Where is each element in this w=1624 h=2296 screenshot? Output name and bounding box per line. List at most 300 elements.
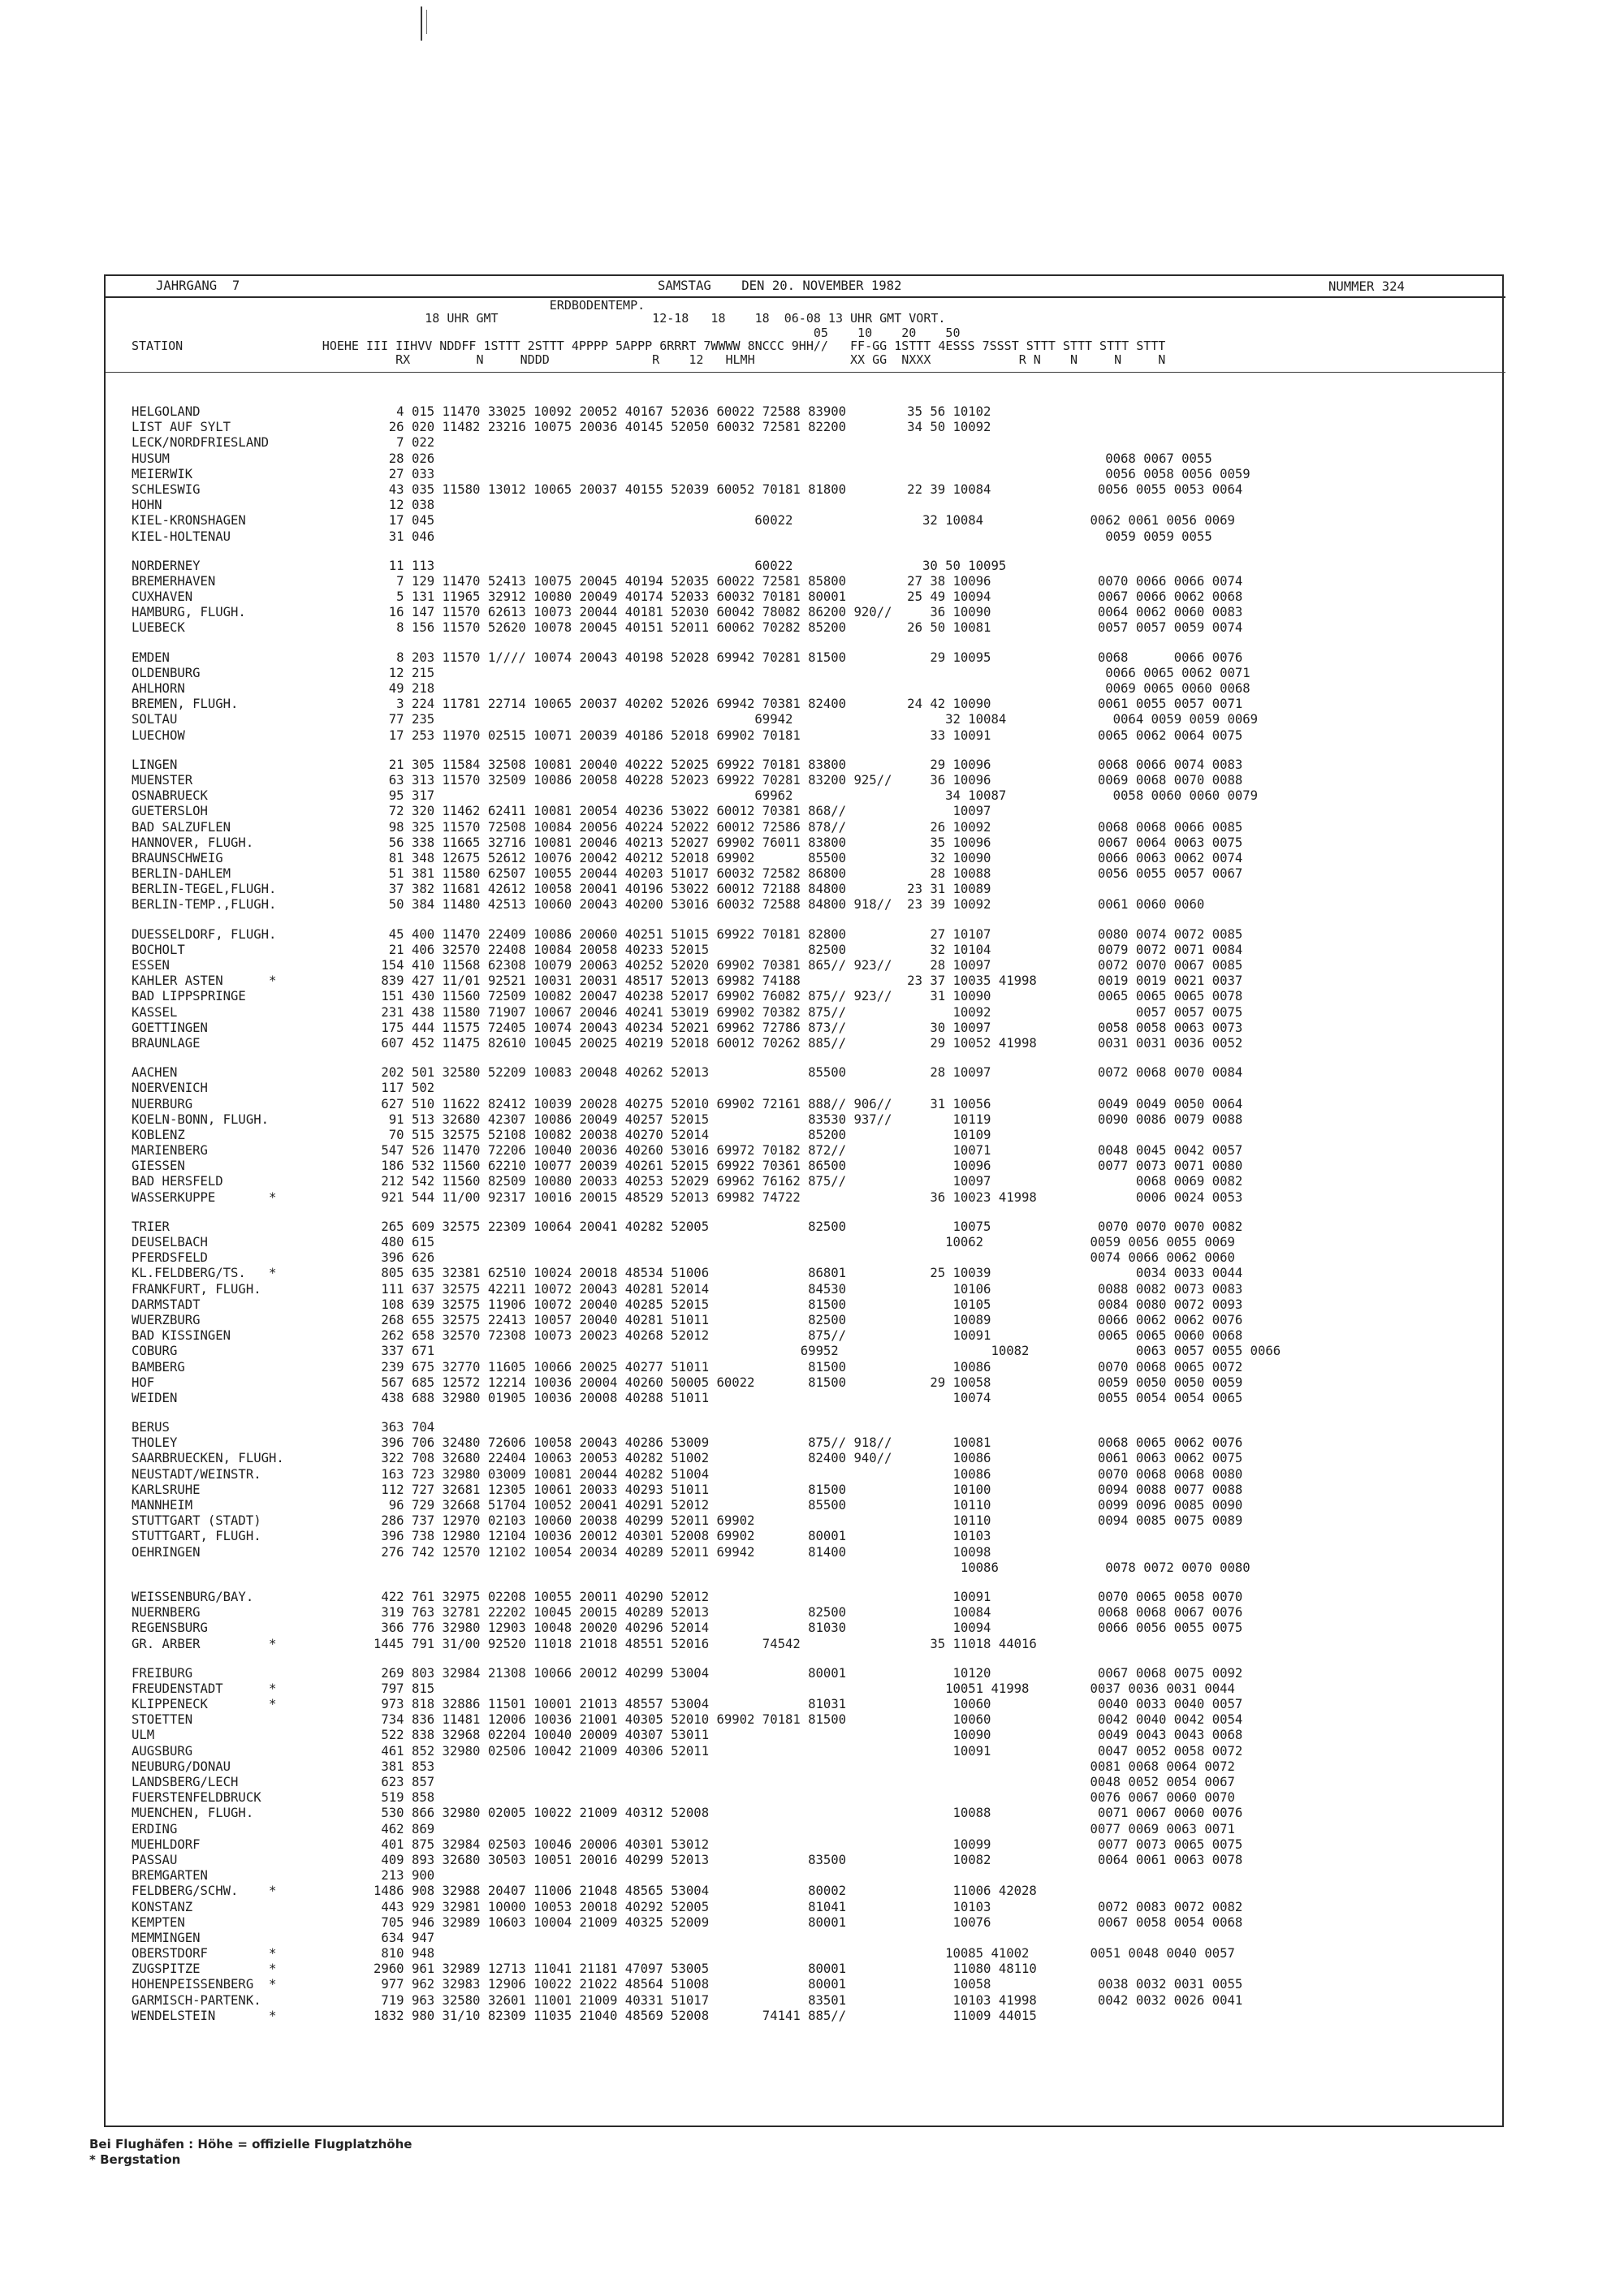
station-name: KL.FELDBERG/TS. * [132,1266,277,1281]
station-name: NUERNBERG [132,1605,201,1621]
table-row [132,958,1504,973]
station-values: 480 615 10062 0059 0056 0055 0069 [374,1235,1235,1249]
station-name: KIEL-KRONSHAGEN [132,513,246,529]
station-values: 175 444 11575 72405 10074 20043 40234 52021 69962 72786 873// 30 10097 0058 0058 0063 0073 [374,1020,1243,1035]
table-row [132,1297,1504,1313]
table-row [132,1853,1504,1868]
station-name: BERLIN-TEGEL,FLUGH. [132,882,277,897]
station-group [132,650,1504,744]
column-header-block [106,296,1505,373]
station-values: 17 045 60022 32 10084 0062 0061 0056 0069 [374,513,1235,529]
station-name: OSNABRUECK [132,788,208,804]
station-values: 27 033 0056 0058 0056 0059 [374,466,1250,481]
station-values: 438 688 32980 01905 10036 20008 40288 51011 10074 0055 0054 0054 0065 [374,1390,1243,1405]
station-name: WUERZBURG [132,1312,201,1327]
station-name: BREMERHAVEN [132,573,216,589]
station-values: 186 532 11560 62210 10077 20039 40261 52015 69922 70361 86500 10096 0077 0073 0071 0080 [374,1159,1243,1174]
station-name: GIESSEN [132,1159,185,1174]
table-row [132,1806,1504,1821]
table-row [132,1977,1504,1992]
table-row [132,1697,1504,1712]
station-values: 11 113 60022 30 50 10095 [374,558,1007,573]
station-values: 72 320 11462 62411 10081 20054 40236 53022 60012 70381 868// 10097 [374,804,991,819]
table-row [132,404,1504,420]
table-row [132,1681,1504,1697]
station-name: MANNHEIM [132,1498,193,1513]
station-name: FRANKFURT, FLUGH. [132,1281,261,1297]
station-name: MEIERWIK [132,466,193,481]
station-values: 567 685 12572 12214 10036 20004 40260 50005 60022 81500 29 10058 0059 0050 0050 0059 [374,1375,1243,1390]
station-values: 43 035 11580 13012 10065 20037 40155 52039 60052 70181 81800 22 39 10084 0056 0055 0053 0064 [374,481,1243,497]
station-group [132,559,1504,637]
station-group [132,404,1504,545]
table-row [132,989,1504,1004]
station-name: BERLIN-TEMP.,FLUGH. [132,897,277,913]
station-name: BAD SALZUFLEN [132,819,231,835]
station-values: 396 706 32480 72606 10058 20043 40286 53009 875// 918// 10081 0068 0065 0062 0076 [374,1435,1243,1451]
table-row [132,1884,1504,1899]
station-values: 202 501 32580 52209 10083 20048 40262 52013 85500 28 10097 0072 0068 0070 0084 [374,1065,1243,1081]
table-row [132,1759,1504,1775]
station-name: TRIER [132,1219,170,1234]
station-values: 409 893 32680 30503 10051 20016 40299 52013 83500 10082 0064 0061 0063 0078 [374,1852,1243,1867]
column-header-line-4: STATION HOEHE III IIHVV NDDFF 1STTT 2STTT 4PPPP 5APPP 6RRRT 7WWWW 8NCCC 9HH// FF-GG 1STTT 4ESSS 7SSST STTT STTT STTT STTT [132,339,1166,353]
station-values: 519 858 0076 0067 0060 0070 [374,1790,1235,1806]
station-values: 265 609 32575 22309 10064 20041 40282 52005 82500 10075 0070 0070 0070 0082 [374,1219,1243,1234]
table-row [132,1498,1504,1513]
table-row [132,1143,1504,1159]
station-values: 231 438 11580 71907 10067 20046 40241 53019 69902 70382 875// 10092 0057 0057 0075 [374,1004,1243,1020]
table-row [132,1128,1504,1143]
station-values: 634 947 [374,1930,435,1945]
table-row [132,1868,1504,1884]
station-values: 91 513 32680 42307 10086 20049 40257 52015 83530 937// 10119 0090 0086 0079 0088 [374,1111,1243,1127]
table-row [132,498,1504,513]
station-name [132,1560,374,1576]
station-name: NEUSTADT/WEINSTR. [132,1466,261,1482]
station-values: 77 235 69942 32 10084 0064 0059 0059 0069 [374,712,1259,727]
station-values: 28 026 0068 0067 0055 [374,451,1212,466]
table-row [132,574,1504,589]
station-values: 530 866 32980 02005 10022 21009 40312 52008 10088 0071 0067 0060 0076 [374,1806,1243,1821]
station-values: 212 542 11560 82509 10080 20033 40253 52029 69962 76162 875// 10097 0068 0069 0082 [374,1174,1243,1189]
station-name: BERUS [132,1420,170,1435]
station-values: 1445 791 31/00 92520 11018 21018 48551 52016 74542 35 11018 44016 [374,1636,1037,1651]
table-row [132,1266,1504,1281]
station-name: HANNOVER, FLUGH. [132,835,254,850]
station-values: 422 761 32975 02208 10055 20011 40290 52012 10091 0070 0065 0058 0070 [374,1589,1243,1604]
station-name: BOCHOLT [132,942,185,957]
table-row [132,835,1504,851]
station-name: HUSUM [132,451,170,466]
station-name: PASSAU [132,1852,178,1867]
issue-number: NUMMER 324 [1328,279,1405,294]
table-row [132,1837,1504,1853]
station-values: 839 427 11/01 92521 10031 20031 48517 52013 69982 74188 23 37 10035 41998 0019 0019 0021 0037 [374,973,1243,989]
station-name: MUEHLDORF [132,1836,201,1852]
table-row [132,681,1504,697]
station-name: OEHRINGEN [132,1544,201,1560]
station-values: 45 400 11470 22409 10086 20060 40251 51015 69922 70181 82800 27 10107 0080 0074 0072 0085 [374,926,1243,942]
table-row [132,897,1504,913]
station-values: 239 675 32770 11605 10066 20025 40277 51011 81500 10086 0070 0068 0065 0072 [374,1359,1243,1375]
station-name: DUESSELDORF, FLUGH. [132,926,277,942]
station-values: 3 224 11781 22714 10065 20037 40202 52026 69942 70381 82400 24 42 10090 0061 0055 0057 0071 [374,697,1243,712]
table-row [132,1065,1504,1081]
table-row [132,1451,1504,1466]
station-values: 50 384 11480 42513 10060 20043 40200 53016 60032 72588 84800 918// 23 39 10092 0061 0060 0060 [374,897,1205,913]
station-values: 381 853 0081 0068 0064 0072 [374,1759,1235,1774]
column-header-line-5: RX N NDDD R 12 HLMH XX GG NXXX R N N N N [132,352,1166,367]
station-name: LANDSBERG/LECH [132,1775,239,1789]
table-row [132,1282,1504,1297]
station-name: FREUDENSTADT * [132,1681,277,1696]
table-row [132,529,1504,545]
station-values: 16 147 11570 62613 10073 20044 40181 52030 60042 78082 86200 920// 36 10090 0064 0062 0060 0083 [374,605,1243,620]
table-row [132,1112,1504,1128]
station-values: 7 129 11470 52413 10075 20045 40194 52035 60022 72581 85800 27 38 10096 0070 0066 0066 0074 [374,573,1243,589]
station-name: LIST AUF SYLT [132,420,231,435]
station-name: THOLEY [132,1435,178,1451]
station-values: 98 325 11570 72508 10084 20056 40224 52022 60012 72586 878// 26 10092 0068 0068 0066 0085 [374,819,1243,835]
table-row [132,1621,1504,1636]
station-values: 734 836 11481 12006 10036 21001 40305 52010 69902 70181 81500 10060 0042 0040 0042 0054 [374,1712,1243,1728]
table-row [132,943,1504,958]
scan-mark [421,6,422,41]
table-row [132,788,1504,804]
station-name: MARIENBERG [132,1143,208,1159]
station-values: 56 338 11665 32716 10081 20046 40213 52027 69902 76011 83800 35 10096 0067 0064 0063 0075 [374,835,1243,850]
station-name: HOHN [132,498,162,513]
station-group [132,1666,1504,2024]
station-values: 522 838 32968 02204 10040 20009 40307 53011 10090 0049 0043 0043 0068 [374,1728,1243,1743]
station-values: 396 738 12980 12104 10036 20012 40301 52008 69902 80001 10103 [374,1529,991,1544]
station-name: NOERVENICH [132,1081,208,1096]
column-header-line-2: 18 UHR GMT 12-18 18 18 06-08 13 UHR GMT VORT. [132,311,946,326]
station-name: ESSEN [132,958,170,973]
table-row [132,1482,1504,1498]
station-values: 163 723 32980 03009 10081 20044 40282 51004 10086 0070 0068 0068 0080 [374,1466,1243,1482]
station-values: 337 671 69952 10082 0063 0057 0055 0066 [374,1344,1281,1359]
table-row [132,482,1504,498]
station-values: 401 875 32984 02503 10046 20006 40301 53012 10099 0077 0073 0065 0075 [374,1836,1243,1852]
date-label: SAMSTAG DEN 20. NOVEMBER 1982 [658,278,902,293]
station-values: 5 131 11965 32912 10080 20049 40174 52033 60032 70181 80001 25 49 10094 0067 0066 0062 0068 [374,589,1243,605]
station-values: 21 406 32570 22408 10084 20058 40233 52015 82500 32 10104 0079 0072 0071 0084 [374,942,1243,957]
station-values: 1486 908 32988 20407 11006 21048 48565 53004 80002 11006 42028 [374,1884,1037,1899]
footnote-airport-height: Bei Flughäfen : Höhe = offizielle Flugplatzhöhe [89,2137,412,2151]
station-name: REGENSBURG [132,1621,208,1636]
table-row [132,1360,1504,1375]
table-row [132,420,1504,435]
table-row [132,650,1504,666]
column-header-line-3: 05 10 20 50 [132,326,961,340]
table-row [132,1375,1504,1391]
station-values: 111 637 32575 42211 10072 20043 40281 52014 84530 10106 0088 0082 0073 0083 [374,1281,1243,1297]
footnotes [89,2137,412,2168]
table-row [132,513,1504,529]
station-values: 322 708 32680 22404 10063 20053 40282 51002 82400 940// 10086 0061 0063 0062 0075 [374,1451,1243,1466]
station-values: 977 962 32983 12906 10022 21022 48564 51008 80001 10058 0038 0032 0031 0055 [374,1977,1243,1992]
station-name: HAMBURG, FLUGH. [132,605,246,620]
table-row [132,467,1504,482]
station-values: 268 655 32575 22413 10057 20040 40281 51011 82500 10089 0066 0062 0062 0076 [374,1312,1243,1327]
table-row [132,620,1504,636]
station-group [132,927,1504,1052]
station-name: STUTTGART (STADT) [132,1513,261,1529]
station-name: ERDING [132,1821,178,1836]
table-row [132,1962,1504,1977]
table-row [132,589,1504,605]
station-name: KARLSRUHE [132,1482,201,1497]
table-row [132,435,1504,451]
table-row [132,927,1504,943]
station-values: 7 022 [374,435,435,451]
table-row [132,1219,1504,1235]
table-row [132,1313,1504,1328]
table-row [132,605,1504,620]
station-name: FUERSTENFELDBRUCK [132,1790,261,1806]
station-name: CUXHAVEN [132,589,193,605]
station-name: SAARBRUECKEN, FLUGH. [132,1451,284,1466]
station-name: KOELN-BONN, FLUGH. [132,1111,269,1127]
station-name: BAD HERSFELD [132,1174,223,1189]
station-name: GOETTINGEN [132,1020,208,1035]
station-values: 607 452 11475 82610 10045 20025 40219 52018 60012 70262 885// 29 10052 41998 0031 0031 0036 0052 [374,1035,1243,1051]
station-values: 8 203 11570 1//// 10074 20043 40198 52028 69942 70281 81500 29 10095 0068 0066 0076 [374,650,1243,665]
scan-mark-2 [426,10,427,34]
station-values: 26 020 11482 23216 10075 20036 40145 52050 60032 72581 82200 34 50 10092 [374,420,991,435]
table-row [132,559,1504,574]
report-header [106,276,1505,298]
table-row [132,1036,1504,1051]
table-row [132,1005,1504,1021]
table-row [132,882,1504,897]
station-values: 112 727 32681 12305 10061 20033 40293 51011 81500 10100 0094 0088 0077 0088 [374,1482,1243,1497]
table-row [132,820,1504,835]
station-values: 108 639 32575 11906 10072 20040 40285 52015 81500 10105 0084 0080 0072 0093 [374,1297,1243,1312]
station-name: STUTTGART, FLUGH. [132,1529,261,1544]
table-row [132,1435,1504,1451]
table-row [132,1946,1504,1962]
station-name: NUERBURG [132,1096,193,1111]
station-name: BERLIN-DAHLEM [132,866,231,882]
table-row [132,773,1504,788]
table-row [132,1590,1504,1605]
station-values: 443 929 32981 10000 10053 20018 40292 52005 81041 10103 0072 0083 0072 0082 [374,1899,1243,1914]
footnote-mountain-station: * Bergstation [89,2152,181,2167]
station-name: SOLTAU [132,712,178,727]
table-row [132,1605,1504,1621]
station-values: 627 510 11622 82412 10039 20028 40275 52010 69902 72161 888// 906// 31 10056 0049 0049 0050 0064 [374,1096,1243,1111]
table-row [132,1328,1504,1344]
table-row [132,866,1504,882]
station-values: 719 963 32580 32601 11001 21009 40331 51017 83501 10103 41998 0042 0032 0026 0041 [374,1992,1243,2008]
table-row [132,1529,1504,1544]
table-row [132,1915,1504,1931]
table-row [132,1420,1504,1435]
table-row [132,1344,1504,1359]
table-row [132,451,1504,467]
station-name: HELGOLAND [132,404,201,419]
table-row [132,1021,1504,1036]
station-values: 63 313 11570 32509 10086 20058 40228 52023 69922 70281 83200 925// 36 10096 0069 0068 0070 0088 [374,772,1243,788]
station-values: 797 815 10051 41998 0037 0036 0031 0044 [374,1681,1235,1696]
table-row [132,666,1504,681]
station-name: OLDENBURG [132,665,201,680]
station-table [132,404,1504,2038]
station-name: FREIBURG [132,1665,193,1681]
table-row [132,1560,1504,1576]
table-row [132,1391,1504,1406]
station-values: 2960 961 32989 12713 11041 21181 47097 53005 80001 11080 48110 [374,1962,1037,1977]
station-values: 462 869 0077 0069 0063 0071 [374,1821,1235,1836]
table-row [132,1993,1504,2009]
table-row [132,1712,1504,1728]
station-values: 12 038 [374,498,435,513]
table-row [132,728,1504,744]
station-values: 1832 980 31/10 82309 11035 21040 48569 52008 74141 885// 11009 44015 [374,2008,1037,2023]
station-name: HOHENPEISSENBERG * [132,1977,277,1992]
station-values: 4 015 11470 33025 10092 20052 40167 52036 60022 72588 83900 35 56 10102 [374,404,991,419]
station-values: 319 763 32781 22202 10045 20015 40289 52013 82500 10084 0068 0068 0067 0076 [374,1605,1243,1621]
table-row [132,1637,1504,1652]
station-values: 49 218 0069 0065 0060 0068 [374,681,1250,696]
station-name: KAHLER ASTEN * [132,973,277,989]
station-name: KONSTANZ [132,1899,193,1914]
table-row [132,1822,1504,1837]
station-name: GR. ARBER * [132,1636,277,1651]
table-row [132,1097,1504,1112]
station-values: 461 852 32980 02506 10042 21009 40306 52011 10091 0047 0052 0058 0072 [374,1743,1243,1759]
station-values: 31 046 0059 0059 0055 [374,529,1212,544]
table-row [132,1931,1504,1946]
station-name: KEMPTEN [132,1914,185,1930]
station-values: 21 305 11584 32508 10081 20040 40222 52025 69922 70181 83800 29 10096 0068 0066 0074 0083 [374,757,1243,772]
station-name: BAD LIPPSPRINGE [132,989,246,1004]
station-name: LINGEN [132,757,178,772]
station-name: NEUBURG/DONAU [132,1759,231,1774]
table-row [132,1666,1504,1681]
station-name: AUGSBURG [132,1743,193,1759]
table-row [132,1190,1504,1206]
table-row [132,1174,1504,1189]
table-row [132,1775,1504,1790]
table-row [132,697,1504,712]
table-row [132,1545,1504,1560]
station-values: 547 526 11470 72206 10040 20036 40260 53016 69972 70182 872// 10071 0048 0045 0042 0057 [374,1143,1243,1159]
station-values: 151 430 11560 72509 10082 20047 40238 52017 69902 76082 875// 923// 31 10090 0065 0065 0065 0078 [374,989,1243,1004]
station-values: 396 626 0074 0066 0062 0060 [374,1250,1235,1266]
station-group [132,757,1504,913]
table-row [132,712,1504,727]
station-name: HOF [132,1375,155,1390]
table-row [132,1159,1504,1174]
station-name: LECK/NORDFRIESLAND [132,435,269,451]
station-name: PFERDSFELD [132,1250,208,1266]
station-values: 276 742 12570 12102 10054 20034 40289 52011 69942 81400 10098 [374,1544,991,1560]
station-name: KOBLENZ [132,1127,185,1142]
table-row [132,1250,1504,1266]
station-name: BRAUNSCHWEIG [132,850,223,865]
table-row [132,1235,1504,1250]
station-name: ZUGSPITZE * [132,1962,277,1977]
station-name: KLIPPENECK * [132,1697,277,1712]
station-values: 973 818 32886 11501 10001 21013 48557 53004 81031 10060 0040 0033 0040 0057 [374,1697,1243,1712]
station-name: AHLHORN [132,681,185,696]
station-values: 363 704 [374,1420,435,1435]
station-name: LUEBECK [132,620,185,636]
station-values: 95 317 69962 34 10087 0058 0060 0060 0079 [374,788,1259,804]
table-row [132,1513,1504,1529]
station-name: DARMSTADT [132,1297,201,1312]
station-values: 8 156 11570 52620 10078 20045 40151 52011 60062 70282 85200 26 50 10081 0057 0057 0059 0074 [374,620,1243,636]
station-values: 269 803 32984 21308 10066 20012 40299 53004 80001 10120 0067 0068 0075 0092 [374,1665,1243,1681]
station-values: 286 737 12970 02103 10060 20038 40299 52011 69902 10110 0094 0085 0075 0089 [374,1513,1243,1529]
station-values: 81 348 12675 52612 10076 20042 40212 52018 69902 85500 32 10090 0066 0063 0062 0074 [374,850,1243,865]
station-values: 705 946 32989 10603 10004 21009 40325 52009 80001 10076 0067 0058 0054 0068 [374,1914,1243,1930]
station-name: WEIDEN [132,1390,178,1405]
station-name: BRAUNLAGE [132,1035,201,1051]
table-row [132,1900,1504,1915]
station-name: COBURG [132,1344,178,1359]
station-values: 10086 0078 0072 0070 0080 [374,1560,1250,1575]
station-name: FELDBERG/SCHW. * [132,1884,277,1899]
table-row [132,804,1504,819]
table-row [132,1467,1504,1482]
station-values: 12 215 0066 0065 0062 0071 [374,665,1250,680]
station-group [132,1065,1504,1206]
station-values: 262 658 32570 72308 10073 20023 40268 52012 875// 10091 0065 0065 0060 0068 [374,1328,1243,1344]
station-values: 17 253 11970 02515 10071 20039 40186 52018 69902 70181 33 10091 0065 0062 0064 0075 [374,727,1243,743]
station-values: 623 857 0048 0052 0054 0067 [374,1775,1235,1789]
station-name: SCHLESWIG [132,481,201,497]
station-name: EMDEN [132,650,170,665]
station-values: 154 410 11568 62308 10079 20063 40252 52020 69902 70381 865// 923// 28 10097 0072 0070 0067 0085 [374,958,1243,973]
station-name: NORDERNEY [132,558,201,573]
station-group [132,1219,1504,1406]
column-header-line-1: ERDBODENTEMP. [132,298,646,313]
station-name: BREMEN, FLUGH. [132,697,239,712]
station-name: KIEL-HOLTENAU [132,529,231,544]
station-name: STOETTEN [132,1712,193,1728]
jahrgang-label: JAHRGANG 7 [156,278,240,293]
station-values: 810 948 10085 41002 0051 0048 0040 0057 [374,1946,1235,1962]
station-values: 96 729 32668 51704 10052 20041 40291 52012 85500 10110 0099 0096 0085 0090 [374,1498,1243,1513]
table-row [132,1790,1504,1806]
station-group [132,1590,1504,1652]
station-name: WASSERKUPPE * [132,1189,277,1205]
table-row [132,757,1504,773]
station-name: KASSEL [132,1004,178,1020]
station-values: 51 381 11580 62507 10055 20044 40203 51017 60032 72582 86800 28 10088 0056 0055 0057 0067 [374,866,1243,882]
table-row [132,1728,1504,1743]
table-row [132,973,1504,989]
station-name: MUENCHEN, FLUGH. [132,1806,254,1821]
station-name: GARMISCH-PARTENK. [132,1992,261,2008]
station-name: WEISSENBURG/BAY. [132,1589,254,1604]
station-name: DEUSELBACH [132,1235,208,1249]
station-values: 213 900 [374,1868,435,1884]
station-group [132,1420,1504,1576]
station-name: MUENSTER [132,772,193,788]
station-name: ULM [132,1728,155,1743]
table-row [132,1081,1504,1096]
station-values: 70 515 32575 52108 10082 20038 40270 52014 85200 10109 [374,1127,991,1142]
table-row [132,851,1504,866]
station-name: AACHEN [132,1065,178,1081]
station-values: 37 382 11681 42612 10058 20041 40196 53022 60012 72188 84800 23 31 10089 [374,882,991,897]
